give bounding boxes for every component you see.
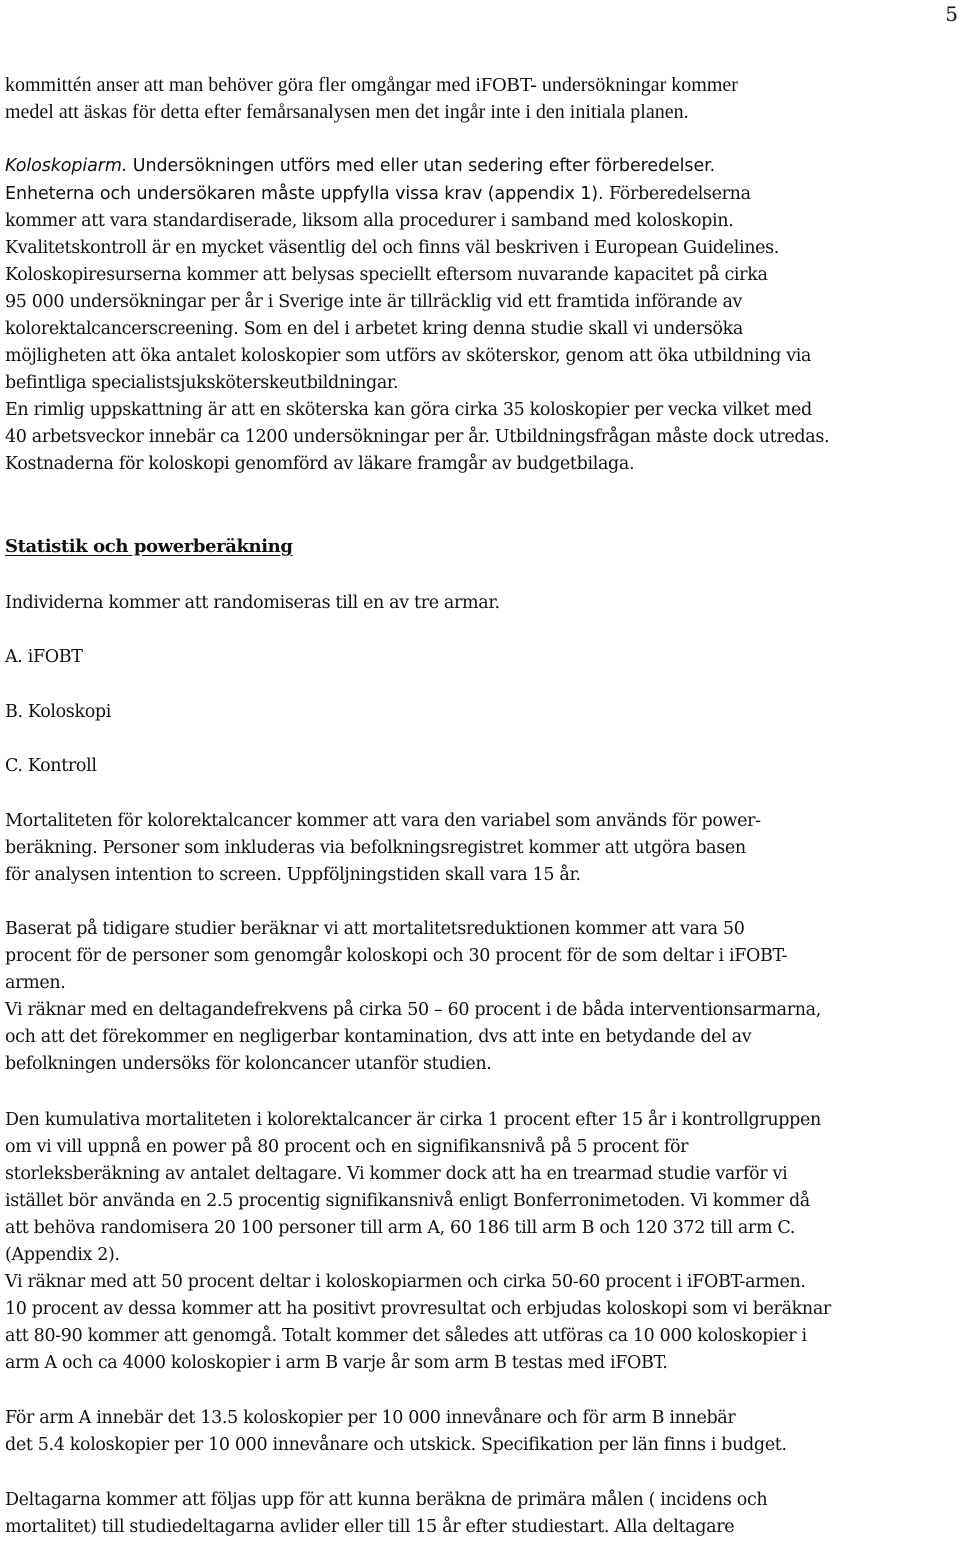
page-number: 5 [945,2,958,26]
arm-b [5,699,111,726]
text-line: En rimlig uppskattning är att en sköterska kan göra cirka 35 koloskopier per vecka vilket med [5,400,812,420]
text-line: mortalitet) till studiedeltagarna avlider eller till 15 år efter studiestart. Alla deltagare [5,1517,735,1537]
text-fragment: Enheterna och undersökaren måste uppfylla vissa krav (appendix 1). [5,184,609,204]
text-line: att 80-90 kommer att genomgå. Totalt kommer det således att utföras ca 10 000 koloskopier i [5,1326,807,1346]
text-line: beräkning. Personer som inkluderas via befolkningsregistret kommer att utgöra basen [5,838,746,858]
text-line: armen. [5,973,66,993]
text-line: Den kumulativa mortaliteten i kolorektalcancer är cirka 1 procent efter 15 år i kontrollgruppen [5,1110,821,1130]
text-line: Baserat på tidigare studier beräknar vi att mortalitetsreduktionen kommer att vara 50 [5,919,745,939]
text-fragment: Undersökningen utförs med eller utan sedering efter förberedelser. [127,156,716,176]
arm-a [5,644,83,671]
arm-text-paragraph [5,1405,787,1459]
text-line: 10 procent av dessa kommer att ha positivt provresultat och erbjudas koloskopi som vi beräknar [5,1299,831,1319]
text-line: storleksberäkning av antalet deltagare. Vi kommer dock att ha en trearmad studie varför vi [5,1164,788,1184]
text-line: Koloskopiresurserna kommer att belysas speciellt eftersom nuvarande kapacitet på cirka [5,265,768,285]
text-line: att behöva randomisera 20 100 personer till arm A, 60 186 till arm B och 120 372 till arm C. [5,1218,796,1238]
list-item: B. Koloskopi [5,702,111,722]
text-line: Vi räknar med att 50 procent deltar i koloskopiarmen och cirka 50-60 procent i iFOBT-armen. [5,1272,806,1292]
randomization-block [5,590,500,617]
text-line: Mortaliteten för kolorektalcancer kommer att vara den variabel som används för power- [5,811,761,831]
text-line: kolorektalcancerscreening. Som en del i arbetet kring denna studie skall vi undersöka [5,319,743,339]
kumulativa-paragraph [5,1107,831,1377]
text-line: om vi vill uppnå en power på 80 procent och en signifikansnivå på 5 procent för [5,1137,689,1157]
text-line: (Appendix 2). [5,1245,120,1265]
text-line: arm A och ca 4000 koloskopier i arm B varje år som arm B testas med iFOBT. [5,1353,668,1373]
text-line: möjligheten att öka antalet koloskopier som utförs av sköterskor, genom att öka utbildning via [5,346,812,366]
text-line: befolkningen undersöks för koloncancer utanför studien. [5,1054,492,1074]
baserat-paragraph [5,916,821,1078]
section-heading: Statistik och powerberäkning [5,536,293,557]
text-line: 40 arbetsveckor innebär ca 1200 undersökningar per år. Utbildningsfrågan måste dock utredas. [5,427,830,447]
text-line: för analysen intention to screen. Uppföljningstiden skall vara 15 år. [5,865,581,885]
arm-c [5,753,97,780]
text-line: Kostnaderna för koloskopi genomförd av läkare framgår av budgetbilaga. [5,454,635,474]
text-line [5,153,960,180]
text-line: kommer att vara standardiserade, liksom alla procedurer i samband med koloskopin. [5,211,734,231]
text-line: procent för de personer som genomgår koloskopi och 30 procent för de som deltar i iFOBT- [5,946,788,966]
text-fragment: Förberedelserna [608,184,751,204]
text-line: istället bör använda en 2.5 procentig signifikansnivå enligt Bonferronimetoden. Vi kommer då [5,1191,810,1211]
text-line [5,180,960,208]
text-line: kommittén anser att man behöver göra fler omgångar med iFOBT- undersökningar kommer [5,74,738,96]
mortality-paragraph [5,808,761,889]
text-line: Kvalitetskontroll är en mycket väsentlig del och finns väl beskriven i European Guidelines. [5,238,779,258]
text-line: Vi räknar med en deltagandefrekvens på cirka 50 – 60 procent i de båda interventionsarmarna, [5,1000,821,1020]
text-line: För arm A innebär det 13.5 koloskopier per 10 000 innevånare och för arm B innebär [5,1408,736,1428]
body-top [5,72,960,478]
text-line: Deltagarna kommer att följas upp för att kunna beräkna de primära målen ( incidens och [5,1490,768,1510]
italic-lead: Koloskopiarm. [5,156,128,176]
text-line: medel att äskas för detta efter femårsanalysen men det ingår inte i den initiala planen. [5,101,689,123]
list-item: C. Kontroll [5,756,97,776]
text-line: och att det förekommer en negligerbar kontamination, dvs att inte en betydande del av [5,1027,752,1047]
text-line: 95 000 undersökningar per år i Sverige inte är tillräcklig vid ett framtida införande av [5,292,743,312]
text-line: befintliga specialistsjuksköterskeutbildningar. [5,373,399,393]
text-line: Individerna kommer att randomiseras till en av tre armar. [5,593,500,613]
list-item: A. iFOBT [5,647,83,667]
text-line: det 5.4 koloskopier per 10 000 innevånare och utskick. Specifikation per län finns i budget. [5,1435,787,1455]
deltagarna-paragraph [5,1487,767,1541]
